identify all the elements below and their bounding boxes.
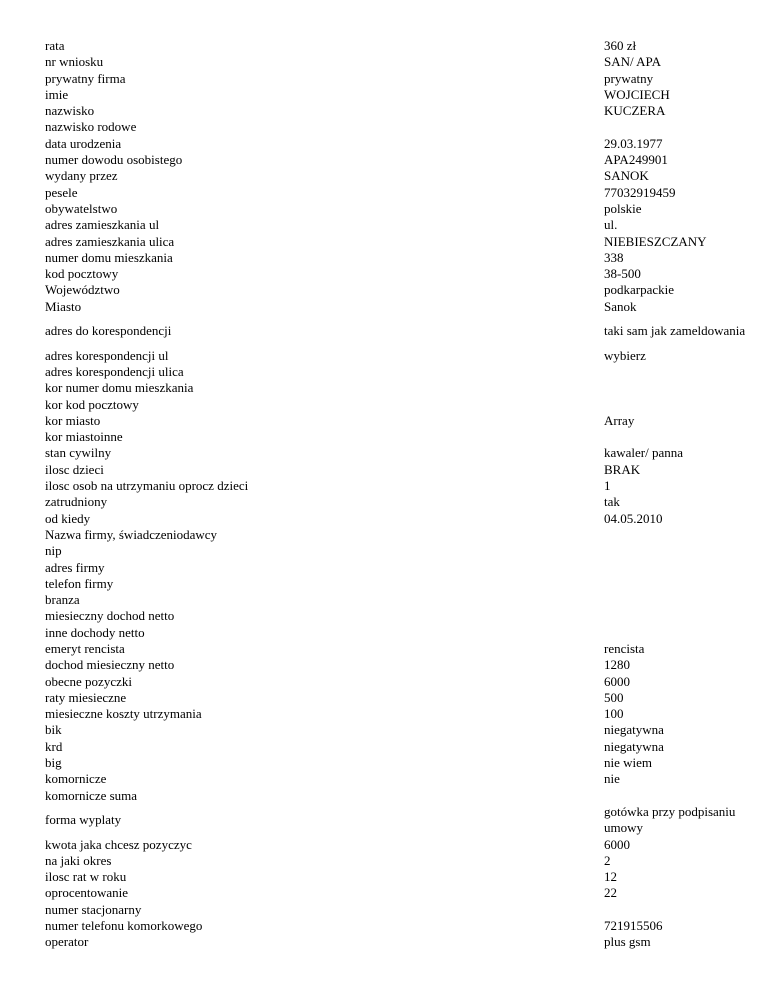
field-value: nie [604, 771, 620, 787]
row-numer-stacjonarny [45, 902, 754, 918]
row-rata [45, 38, 754, 54]
row-data-urodzenia [45, 136, 754, 152]
field-label: Województwo [45, 282, 120, 298]
field-label: komornicze suma [45, 787, 138, 803]
field-label: Nazwa firmy, świadczeniodawcy [45, 526, 218, 542]
field-value [604, 380, 754, 396]
field-value: 2 [604, 852, 611, 868]
row-ilosc-osob-na-utrzymaniu [45, 478, 754, 494]
field-label: numer dowodu osobistego [45, 152, 183, 168]
field-value [604, 397, 754, 413]
field-value: podkarpackie [604, 282, 675, 298]
row-adres-zamieszkania-ul [45, 217, 754, 233]
row-inne-dochody-netto [45, 625, 754, 641]
row-komornicze-suma [45, 788, 754, 804]
field-value: Array [604, 412, 635, 428]
row-numer-domu [45, 250, 754, 266]
row-adres-do-korespondencji [45, 315, 754, 348]
field-label: inne dochody netto [45, 624, 145, 640]
row-oprocentowanie [45, 885, 754, 901]
field-value [604, 543, 754, 559]
row-stan-cywilny [45, 445, 754, 461]
field-value: rencista [604, 640, 645, 656]
field-label: nip [45, 543, 62, 559]
field-label: telefon firmy [45, 575, 114, 591]
field-label: adres firmy [45, 559, 105, 575]
row-telefon-firmy [45, 576, 754, 592]
row-zatrudniony [45, 494, 754, 510]
field-label: forma wyplaty [45, 812, 122, 828]
field-value [604, 560, 754, 576]
field-label: bik [45, 722, 62, 738]
field-label: od kiedy [45, 510, 91, 526]
row-adres-firmy [45, 560, 754, 576]
field-value: kawaler/ panna [604, 445, 684, 461]
field-label: numer domu mieszkania [45, 249, 173, 265]
row-big [45, 755, 754, 771]
row-adres-zamieszkania-ulica [45, 234, 754, 250]
field-label: big [45, 755, 62, 771]
field-label: nr wniosku [45, 54, 104, 70]
row-kor-miastoinne [45, 429, 754, 445]
row-dochod-miesieczny-netto [45, 657, 754, 673]
row-na-jaki-okres [45, 853, 754, 869]
row-wojewodztwo [45, 282, 754, 298]
field-label: data urodzenia [45, 135, 122, 151]
field-label: wydany przez [45, 168, 118, 184]
row-imie [45, 87, 754, 103]
field-label: ilosc osob na utrzymaniu oprocz dzieci [45, 478, 249, 494]
row-ilosc-dzieci [45, 462, 754, 478]
field-label: obywatelstwo [45, 200, 118, 216]
field-label: na jaki okres [45, 852, 112, 868]
field-value: prywatny [604, 70, 654, 86]
field-value: niegatywna [604, 738, 664, 754]
row-bik [45, 722, 754, 738]
field-label: numer stacjonarny [45, 901, 142, 917]
field-label: adres do korespondencji [45, 323, 172, 339]
field-value: 6000 [604, 673, 630, 689]
row-obywatelstwo [45, 201, 754, 217]
row-miesieczne-koszty-utrzymania [45, 706, 754, 722]
field-value: 12 [604, 869, 617, 885]
row-operator [45, 934, 754, 950]
row-prywatny-firma [45, 71, 754, 87]
application-form-table [45, 38, 754, 951]
field-value: polskie [604, 200, 642, 216]
field-value: niegatywna [604, 722, 664, 738]
field-value: taki sam jak zameldowania [604, 323, 746, 339]
field-label: adres korespondencji ulica [45, 363, 184, 379]
field-label: miesieczny dochod netto [45, 608, 175, 624]
field-value: 100 [604, 706, 624, 722]
field-value: 38-500 [604, 266, 641, 282]
field-value [604, 429, 754, 445]
field-value: 6000 [604, 836, 630, 852]
field-label: nazwisko [45, 103, 95, 119]
row-komornicze [45, 771, 754, 787]
row-nazwisko-rodowe [45, 119, 754, 135]
row-krd [45, 739, 754, 755]
field-value: gotówka przy podpisaniu umowy [604, 803, 736, 836]
field-label: komornicze [45, 771, 107, 787]
row-wydany-przez [45, 168, 754, 184]
row-nazwa-firmy [45, 527, 754, 543]
field-value: WOJCIECH [604, 86, 670, 102]
field-label: ilosc dzieci [45, 461, 104, 477]
field-value [604, 902, 754, 918]
field-value: plus gsm [604, 934, 651, 950]
field-value [604, 608, 754, 624]
field-value: 338 [604, 249, 624, 265]
field-value: 04.05.2010 [604, 510, 663, 526]
field-value: SAN/ APA [604, 54, 661, 70]
field-label: obecne pozyczki [45, 673, 132, 689]
field-label: dochod miesieczny netto [45, 657, 175, 673]
field-value: 721915506 [604, 918, 663, 934]
field-label: oprocentowanie [45, 885, 129, 901]
row-pesel [45, 185, 754, 201]
field-label: raty miesieczne [45, 689, 127, 705]
field-label: miesieczne koszty utrzymania [45, 706, 202, 722]
field-value: 1280 [604, 657, 630, 673]
row-nr-wniosku [45, 54, 754, 70]
field-value: 360 zł [604, 38, 637, 53]
field-value: APA249901 [604, 152, 668, 168]
field-value: KUCZERA [604, 103, 666, 119]
row-nip [45, 543, 754, 559]
row-forma-wyplaty [45, 804, 754, 837]
field-label: stan cywilny [45, 445, 112, 461]
row-od-kiedy [45, 511, 754, 527]
field-label: Miasto [45, 298, 82, 314]
field-value: 77032919459 [604, 184, 676, 200]
row-kod-pocztowy [45, 266, 754, 282]
field-value: nie wiem [604, 755, 653, 771]
field-label: adres zamieszkania ul [45, 217, 160, 233]
field-label: kor kod pocztowy [45, 396, 139, 412]
row-adres-korespondencji-ul [45, 348, 754, 364]
field-value [604, 119, 754, 135]
field-label: zatrudniony [45, 494, 108, 510]
field-value [604, 788, 754, 804]
field-label: branza [45, 592, 80, 608]
row-ilosc-rat-w-roku [45, 869, 754, 885]
field-value: 22 [604, 885, 617, 901]
row-miasto [45, 299, 754, 315]
row-kor-numer-domu [45, 380, 754, 396]
field-value [604, 625, 754, 641]
field-label: adres korespondencji ul [45, 347, 169, 363]
row-adres-korespondencji-ulica [45, 364, 754, 380]
field-value [604, 576, 754, 592]
field-label: ilosc rat w roku [45, 869, 127, 885]
field-label: numer telefonu komorkowego [45, 918, 203, 934]
row-kor-miasto [45, 413, 754, 429]
field-value: NIEBIESZCZANY [604, 233, 707, 249]
field-value: 1 [604, 478, 611, 494]
field-value [604, 527, 754, 543]
field-label: adres zamieszkania ulica [45, 233, 175, 249]
row-kor-kod-pocztowy [45, 397, 754, 413]
row-raty-miesieczne [45, 690, 754, 706]
field-value: BRAK [604, 461, 641, 477]
row-numer-telefonu-komorkowego [45, 918, 754, 934]
field-label: kwota jaka chcesz pozyczyc [45, 836, 192, 852]
field-label: emeryt rencista [45, 640, 125, 656]
field-value: ul. [604, 217, 618, 233]
row-obecne-pozyczki [45, 674, 754, 690]
field-label: kor miasto [45, 412, 101, 428]
field-value: SANOK [604, 168, 649, 184]
field-label: operator [45, 934, 89, 950]
row-numer-dowodu [45, 152, 754, 168]
field-value: tak [604, 494, 620, 510]
field-value: 29.03.1977 [604, 135, 663, 151]
field-value: Sanok [604, 298, 637, 314]
row-nazwisko [45, 103, 754, 119]
field-value: 500 [604, 689, 624, 705]
field-label: krd [45, 738, 63, 754]
field-label: imie [45, 86, 69, 102]
field-label: pesele [45, 184, 78, 200]
field-label: nazwisko rodowe [45, 119, 137, 135]
field-label: kor miastoinne [45, 429, 123, 445]
field-label: kor numer domu mieszkania [45, 380, 194, 396]
field-value: wybierz [604, 347, 646, 363]
row-emeryt-rencista [45, 641, 754, 657]
field-value [604, 592, 754, 608]
field-label: rata [45, 38, 65, 53]
field-label: kod pocztowy [45, 266, 119, 282]
field-label: prywatny firma [45, 70, 126, 86]
field-value [604, 364, 754, 380]
row-kwota-pozyczki [45, 837, 754, 853]
row-miesieczny-dochod-netto [45, 608, 754, 624]
row-branza [45, 592, 754, 608]
